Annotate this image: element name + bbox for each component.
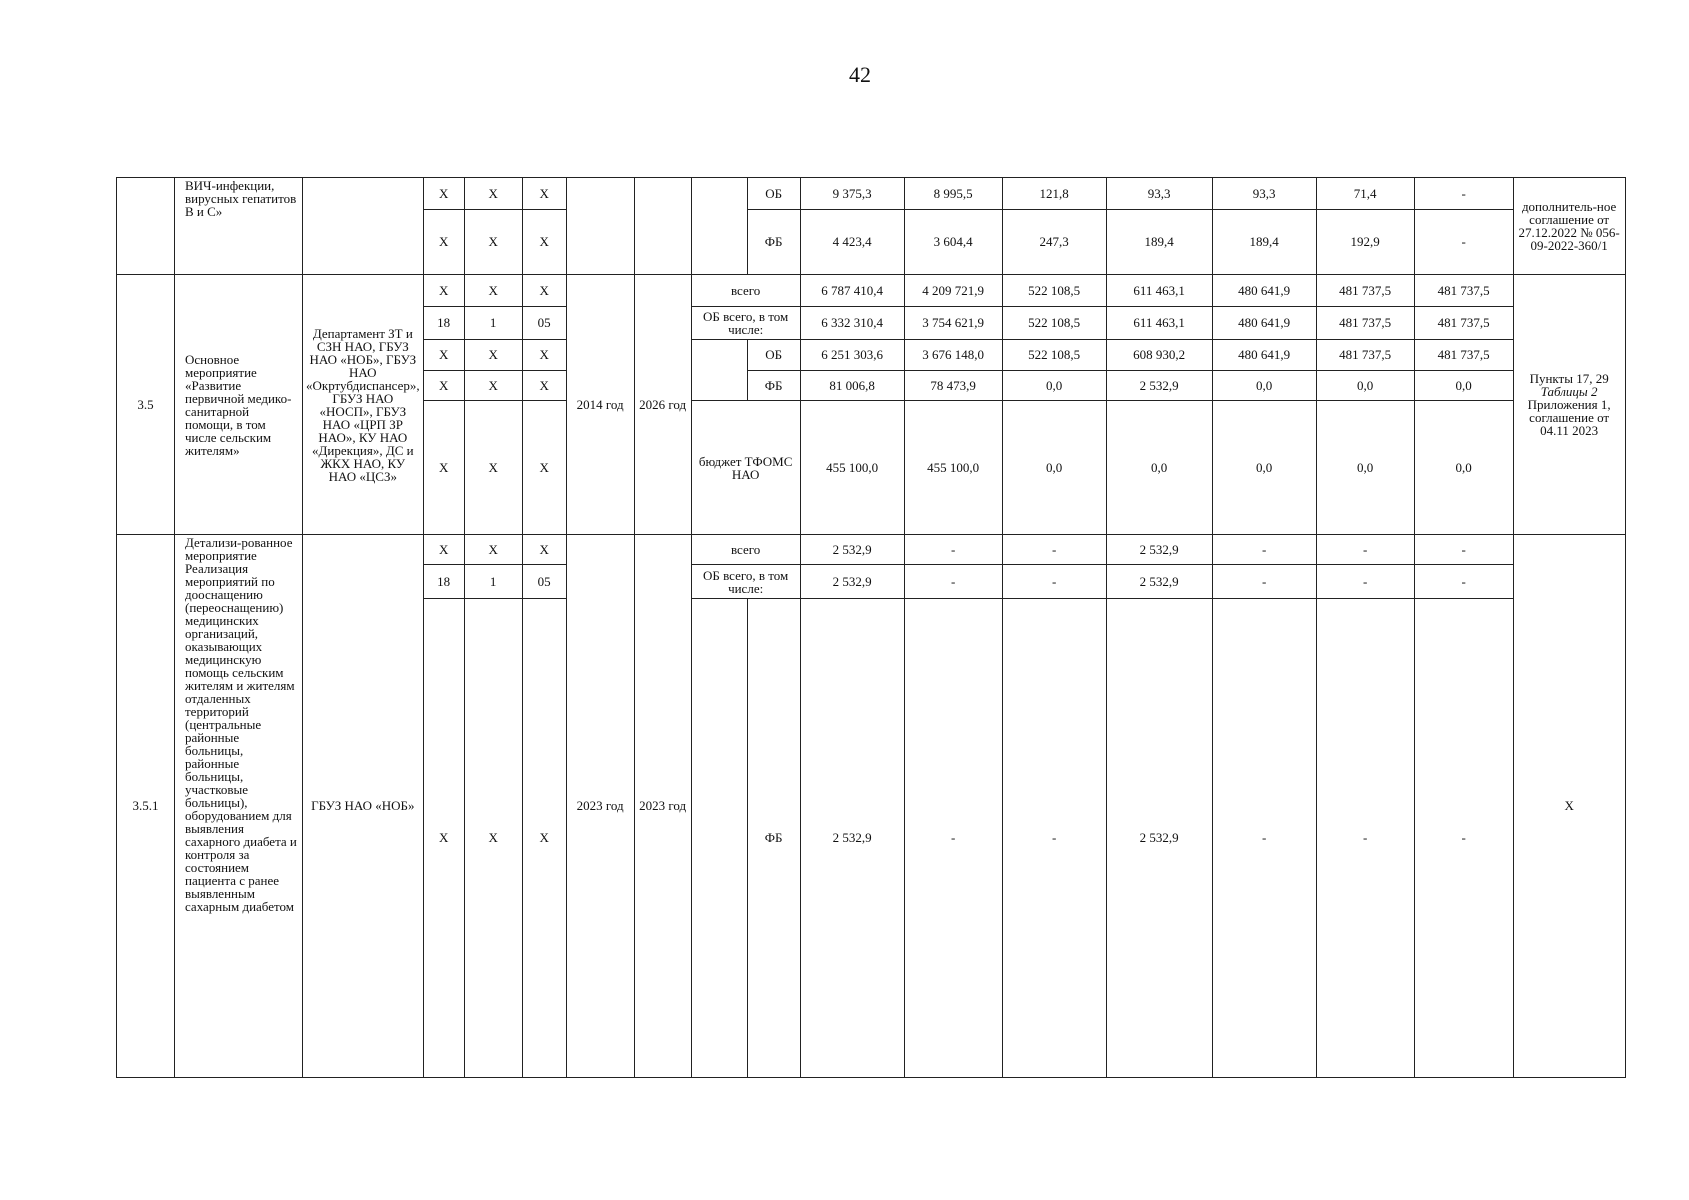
code-cell: X	[464, 401, 522, 535]
value-cell: 3 604,4	[904, 210, 1002, 275]
value-cell: 6 332 310,4	[800, 307, 904, 340]
value-cell: 0,0	[1212, 371, 1316, 401]
value-cell: 6 251 303,6	[800, 340, 904, 371]
value-cell: -	[1002, 565, 1106, 599]
code-cell: X	[522, 178, 566, 210]
value-cell: -	[1212, 599, 1316, 1078]
start-year-cell: 2023 год	[566, 535, 634, 1078]
value-cell: 189,4	[1212, 210, 1316, 275]
value-cell: 8 995,5	[904, 178, 1002, 210]
code-cell: X	[464, 178, 522, 210]
value-cell: 0,0	[1002, 401, 1106, 535]
end-year-cell: 2023 год	[634, 535, 691, 1078]
value-cell: 481 737,5	[1316, 340, 1414, 371]
code-cell: X	[522, 210, 566, 275]
source-label: ФБ	[747, 371, 800, 401]
value-cell: 0,0	[1106, 401, 1212, 535]
value-cell: -	[1414, 599, 1513, 1078]
source-label: ФБ	[747, 599, 800, 1078]
value-cell: 78 473,9	[904, 371, 1002, 401]
value-cell: 0,0	[1414, 371, 1513, 401]
value-cell: 2 532,9	[1106, 535, 1212, 565]
source-label: бюджет ТФОМС НАО	[691, 401, 800, 535]
code-cell: X	[522, 340, 566, 371]
code-cell: X	[464, 340, 522, 371]
value-cell: 3 676 148,0	[904, 340, 1002, 371]
source-label: ОБ	[747, 340, 800, 371]
code-cell: X	[464, 371, 522, 401]
code-cell: X	[522, 371, 566, 401]
value-cell: -	[1212, 565, 1316, 599]
code-cell: X	[522, 535, 566, 565]
code-cell: X	[423, 275, 464, 307]
value-cell: 480 641,9	[1212, 307, 1316, 340]
budget-table	[116, 177, 1626, 1078]
code-cell: X	[423, 371, 464, 401]
row-number-cell: 3.5.1	[117, 535, 175, 1078]
value-cell: 93,3	[1106, 178, 1212, 210]
row-number-cell	[117, 178, 175, 275]
source-label: всего	[691, 535, 800, 565]
code-cell: 18	[423, 307, 464, 340]
row-number-cell: 3.5	[117, 275, 175, 535]
code-cell: X	[464, 599, 522, 1078]
value-cell: 522 108,5	[1002, 275, 1106, 307]
code-cell: X	[423, 178, 464, 210]
value-cell: 247,3	[1002, 210, 1106, 275]
value-cell: 455 100,0	[904, 401, 1002, 535]
value-cell: 611 463,1	[1106, 307, 1212, 340]
code-cell: X	[464, 210, 522, 275]
code-cell: X	[522, 599, 566, 1078]
value-cell: 71,4	[1316, 178, 1414, 210]
value-cell: 480 641,9	[1212, 275, 1316, 307]
source-label: ОБ всего, в том числе:	[691, 307, 800, 340]
value-cell: -	[1316, 535, 1414, 565]
code-cell: X	[464, 535, 522, 565]
executor-cell	[303, 178, 424, 275]
value-cell: 9 375,3	[800, 178, 904, 210]
basis-note	[1513, 275, 1625, 535]
value-cell: -	[1002, 599, 1106, 1078]
page-number: 42	[849, 62, 871, 87]
end-year-cell	[634, 178, 691, 275]
code-cell: 05	[522, 307, 566, 340]
value-cell: 189,4	[1106, 210, 1212, 275]
value-cell: 4 423,4	[800, 210, 904, 275]
value-cell: 121,8	[1002, 178, 1106, 210]
value-cell: 481 737,5	[1414, 307, 1513, 340]
code-cell: X	[423, 401, 464, 535]
activity-name: Детализи-рованное мероприятие Реализация мероприятий по дооснащению (переоснащению) медицинских организаций, оказывающих медицинскую помощь сельским жителям и жителям отдаленных территорий (центральные районные больницы, районные больницы, участковые больницы), оборудованием для выявления сахарного диабета и контроля за состоянием пациента с ранее выявленным сахарным диабетом	[175, 535, 303, 1078]
value-cell: 481 737,5	[1316, 275, 1414, 307]
value-cell: 2 532,9	[800, 599, 904, 1078]
value-cell: -	[904, 599, 1002, 1078]
value-cell: 0,0	[1316, 401, 1414, 535]
value-cell: -	[904, 535, 1002, 565]
value-cell: -	[1002, 535, 1106, 565]
value-cell: -	[1414, 178, 1513, 210]
value-cell: 2 532,9	[800, 565, 904, 599]
activity-name: ВИЧ-инфекции, вирусных гепатитов В и С»	[175, 178, 303, 275]
basis-note: дополнитель-ное соглашение от 27.12.2022 № 056-09-2022-360/1	[1513, 178, 1625, 275]
value-cell: 608 930,2	[1106, 340, 1212, 371]
value-cell: 522 108,5	[1002, 340, 1106, 371]
value-cell: 481 737,5	[1316, 307, 1414, 340]
value-cell: 4 209 721,9	[904, 275, 1002, 307]
source-label: всего	[691, 275, 800, 307]
value-cell: 81 006,8	[800, 371, 904, 401]
code-cell: X	[464, 275, 522, 307]
value-cell: 0,0	[1212, 401, 1316, 535]
value-cell: 522 108,5	[1002, 307, 1106, 340]
value-cell: 480 641,9	[1212, 340, 1316, 371]
value-cell: 2 532,9	[800, 535, 904, 565]
value-cell: 3 754 621,9	[904, 307, 1002, 340]
code-cell: X	[423, 599, 464, 1078]
value-cell: 481 737,5	[1414, 340, 1513, 371]
start-year-cell: 2014 год	[566, 275, 634, 535]
value-cell: 93,3	[1212, 178, 1316, 210]
value-cell: 2 532,9	[1106, 599, 1212, 1078]
value-cell: -	[1414, 565, 1513, 599]
basis-note-line: Таблицы 2	[1540, 384, 1598, 399]
value-cell: 2 532,9	[1106, 371, 1212, 401]
value-cell: 6 787 410,4	[800, 275, 904, 307]
code-cell: 1	[464, 307, 522, 340]
source-group-cell	[691, 178, 747, 275]
executor-cell: ГБУЗ НАО «НОБ»	[303, 535, 424, 1078]
code-cell: 18	[423, 565, 464, 599]
code-cell: X	[423, 535, 464, 565]
source-label: ОБ	[747, 178, 800, 210]
code-cell: X	[522, 401, 566, 535]
value-cell: -	[1316, 599, 1414, 1078]
value-cell: -	[1414, 210, 1513, 275]
value-cell: 481 737,5	[1414, 275, 1513, 307]
value-cell: 0,0	[1414, 401, 1513, 535]
source-group-cell	[691, 599, 747, 1078]
value-cell: -	[1212, 535, 1316, 565]
value-cell: 2 532,9	[1106, 565, 1212, 599]
source-label: ОБ всего, в том числе:	[691, 565, 800, 599]
activity-name: Основное мероприятие «Развитие первичной медико-санитарной помощи, в том числе сельским жителям»	[175, 275, 303, 535]
end-year-cell: 2026 год	[634, 275, 691, 535]
source-group-cell	[691, 340, 747, 401]
executor-cell: Департамент ЗТ и СЗН НАО, ГБУЗ НАО «НОБ», ГБУЗ НАО «Окртубдиспансер», ГБУЗ НАО «НОСП», ГБУЗ НАО «ЦРП ЗР НАО», КУ НАО «Дирекция», ДС и ЖКХ НАО, КУ НАО «ЦСЗ»	[303, 275, 424, 535]
basis-note: X	[1513, 535, 1625, 1078]
code-cell: 1	[464, 565, 522, 599]
code-cell: 05	[522, 565, 566, 599]
code-cell: X	[423, 340, 464, 371]
value-cell: 455 100,0	[800, 401, 904, 535]
value-cell: 611 463,1	[1106, 275, 1212, 307]
value-cell: 0,0	[1316, 371, 1414, 401]
code-cell: X	[423, 210, 464, 275]
source-label: ФБ	[747, 210, 800, 275]
basis-note-line: Пункты 17, 29	[1529, 371, 1609, 386]
value-cell: -	[1414, 535, 1513, 565]
value-cell: 0,0	[1002, 371, 1106, 401]
value-cell: -	[1316, 565, 1414, 599]
start-year-cell	[566, 178, 634, 275]
value-cell: 192,9	[1316, 210, 1414, 275]
value-cell: -	[904, 565, 1002, 599]
basis-note-line: Приложения 1, соглашение от 04.11 2023	[1527, 397, 1611, 438]
code-cell: X	[522, 275, 566, 307]
